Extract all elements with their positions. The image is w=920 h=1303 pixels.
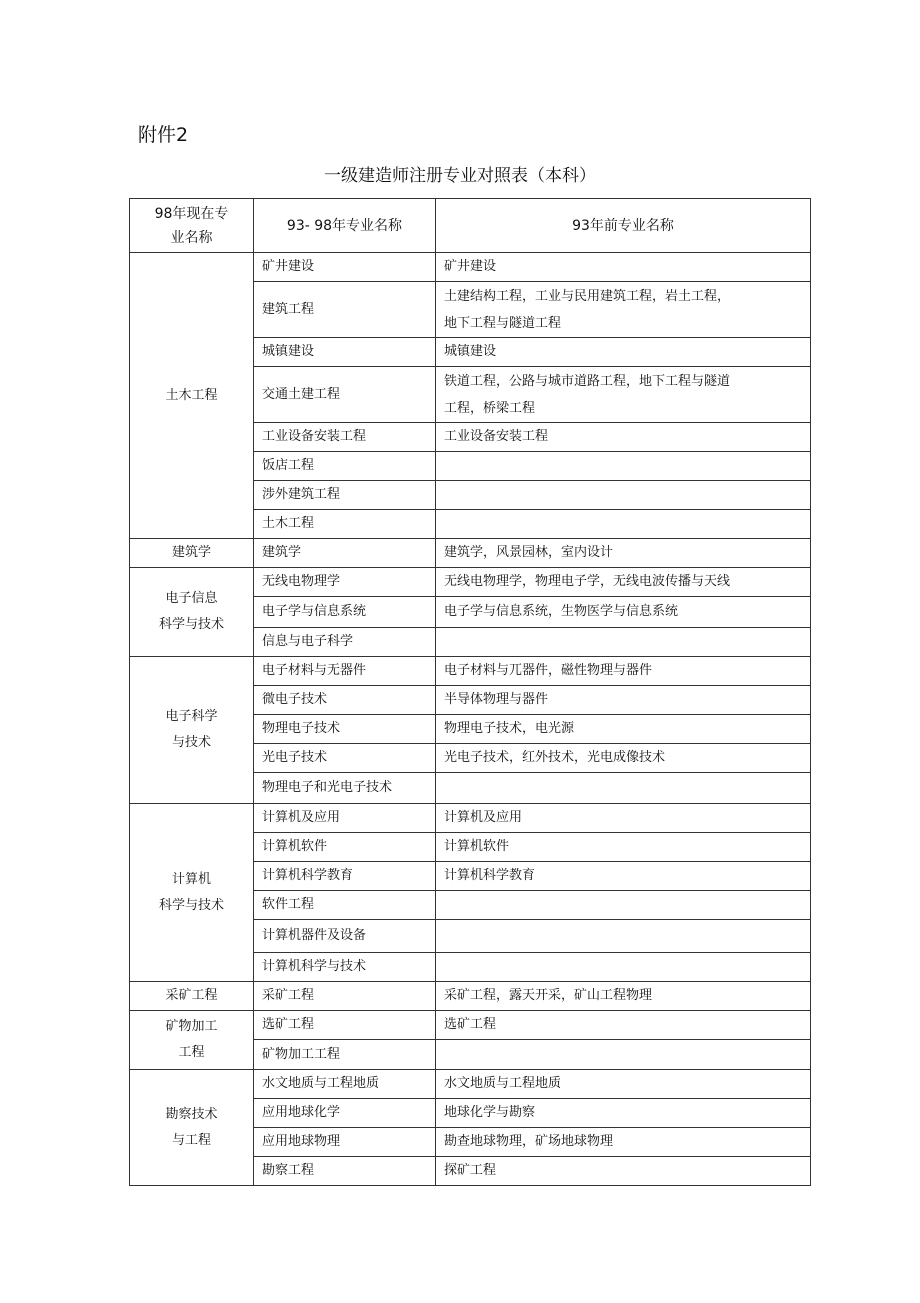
old-name: 计算机软件 [436, 833, 811, 862]
mid-name: 水文地质与工程地质 [254, 1070, 436, 1099]
group-kancha [130, 1070, 254, 1186]
old-name [436, 452, 811, 481]
old-name [436, 628, 811, 657]
old-name-line2: 地下工程与隧道工程 [444, 315, 562, 331]
old-name: 电子学与信息系统，生物医学与信息系统 [436, 597, 811, 628]
old-name: 半导体物理与器件 [436, 686, 811, 715]
group-name-line2: 科学与技术 [158, 897, 224, 913]
old-name [436, 891, 811, 920]
old-name-line1: 土建结构工程，工业与民用建筑工程，岩土工程， [444, 288, 731, 304]
mid-name: 选矿工程 [254, 1011, 436, 1040]
table-row [130, 982, 811, 1011]
old-name: 电子材料与兀器件，磁性物理与器件 [436, 657, 811, 686]
old-name: 城镇建设 [436, 338, 811, 367]
group-name-line1: 勘察技术 [165, 1106, 218, 1122]
mid-name: 建筑学 [254, 539, 436, 568]
mid-name: 矿物加工工程 [254, 1040, 436, 1070]
mid-name: 无线电物理学 [254, 568, 436, 597]
old-name [436, 510, 811, 539]
mid-name: 应用地球化学 [254, 1099, 436, 1128]
mid-name: 应用地球物理 [254, 1128, 436, 1157]
mid-name: 城镇建设 [254, 338, 436, 367]
group-tumu: 土木工程 [130, 253, 254, 539]
old-name: 采矿工程，露天开采，矿山工程物理 [436, 982, 811, 1011]
old-name [436, 282, 811, 338]
mid-name: 计算机器件及设备 [254, 920, 436, 953]
mid-name: 信息与电子科学 [254, 628, 436, 657]
old-name: 建筑学，风景园林，室内设计 [436, 539, 811, 568]
group-kuangwu [130, 1011, 254, 1070]
old-name [436, 953, 811, 982]
old-name: 工业设备安装工程 [436, 423, 811, 452]
old-name: 物理电子技术，电光源 [436, 715, 811, 744]
old-name: 矿井建设 [436, 253, 811, 282]
old-name: 计算机科学教育 [436, 862, 811, 891]
major-comparison-table [129, 198, 811, 1186]
old-name [436, 773, 811, 804]
table-row [130, 657, 811, 686]
old-name [436, 920, 811, 953]
mid-name: 涉外建筑工程 [254, 481, 436, 510]
old-name: 计算机及应用 [436, 804, 811, 833]
mid-name: 计算机及应用 [254, 804, 436, 833]
group-jisuanji [130, 804, 254, 982]
old-name-line2: 工程，桥梁工程 [444, 400, 536, 416]
header-row [130, 199, 811, 253]
mid-name: 采矿工程 [254, 982, 436, 1011]
mid-name: 计算机科学教育 [254, 862, 436, 891]
old-name [436, 1040, 811, 1070]
old-name: 地球化学与勘察 [436, 1099, 811, 1128]
header-col-current [130, 199, 254, 253]
mid-name: 土木工程 [254, 510, 436, 539]
mid-name: 工业设备安装工程 [254, 423, 436, 452]
attachment-label: 附件2 [138, 124, 189, 146]
group-name-line2: 科学与技术 [158, 617, 224, 632]
old-name [436, 481, 811, 510]
table-row [130, 253, 811, 282]
header-current-line1: 98年现在专 [154, 205, 229, 222]
mid-name: 微电子技术 [254, 686, 436, 715]
group-name-line2: 与技术 [171, 735, 211, 750]
old-name: 无线电物理学，物理电子学，无线电波传播与天线 [436, 568, 811, 597]
old-name: 勘查地球物理，矿场地球物理 [436, 1128, 811, 1157]
mid-name: 光电子技术 [254, 744, 436, 773]
group-dianzixinxi [130, 568, 254, 657]
table-row [130, 1070, 811, 1099]
group-name-line1: 电子信息 [165, 591, 218, 606]
mid-name: 电子材料与无器件 [254, 657, 436, 686]
table-row [130, 804, 811, 833]
group-name-line1: 电子科学 [165, 709, 218, 724]
header-col-pre93: 93年前专业名称 [436, 199, 811, 253]
mid-name: 物理电子技术 [254, 715, 436, 744]
mid-name: 物理电子和光电子技术 [254, 773, 436, 804]
group-name-line2: 与工程 [171, 1132, 211, 1148]
mid-name: 勘察工程 [254, 1157, 436, 1186]
mid-name: 计算机软件 [254, 833, 436, 862]
old-name: 光电子技术，红外技术，光电成像技术 [436, 744, 811, 773]
mid-name: 交通土建工程 [254, 367, 436, 423]
group-caikuang: 采矿工程 [130, 982, 254, 1011]
old-name-line1: 铁道工程，公路与城市道路工程，地下工程与隧道 [444, 373, 731, 389]
header-col-93-98: 93- 98年专业名称 [254, 199, 436, 253]
table-row [130, 539, 811, 568]
group-name-line1: 矿物加工 [165, 1019, 218, 1034]
page-title: 一级建造师注册专业对照表（本科） [324, 166, 596, 186]
old-name: 探矿工程 [436, 1157, 811, 1186]
mid-name: 电子学与信息系统 [254, 597, 436, 628]
old-name: 水文地质与工程地质 [436, 1070, 811, 1099]
group-jianzhu: 建筑学 [130, 539, 254, 568]
mid-name: 矿井建设 [254, 253, 436, 282]
old-name [436, 367, 811, 423]
table-row [130, 568, 811, 597]
group-name-line1: 计算机 [171, 871, 211, 887]
mid-name: 计算机科学与技术 [254, 953, 436, 982]
table-row [130, 1011, 811, 1040]
group-dianzikexue [130, 657, 254, 804]
old-name: 选矿工程 [436, 1011, 811, 1040]
mid-name: 软件工程 [254, 891, 436, 920]
group-name-line2: 工程 [178, 1045, 205, 1060]
mid-name: 饭店工程 [254, 452, 436, 481]
header-current-line2: 业名称 [170, 229, 213, 246]
mid-name: 建筑工程 [254, 282, 436, 338]
